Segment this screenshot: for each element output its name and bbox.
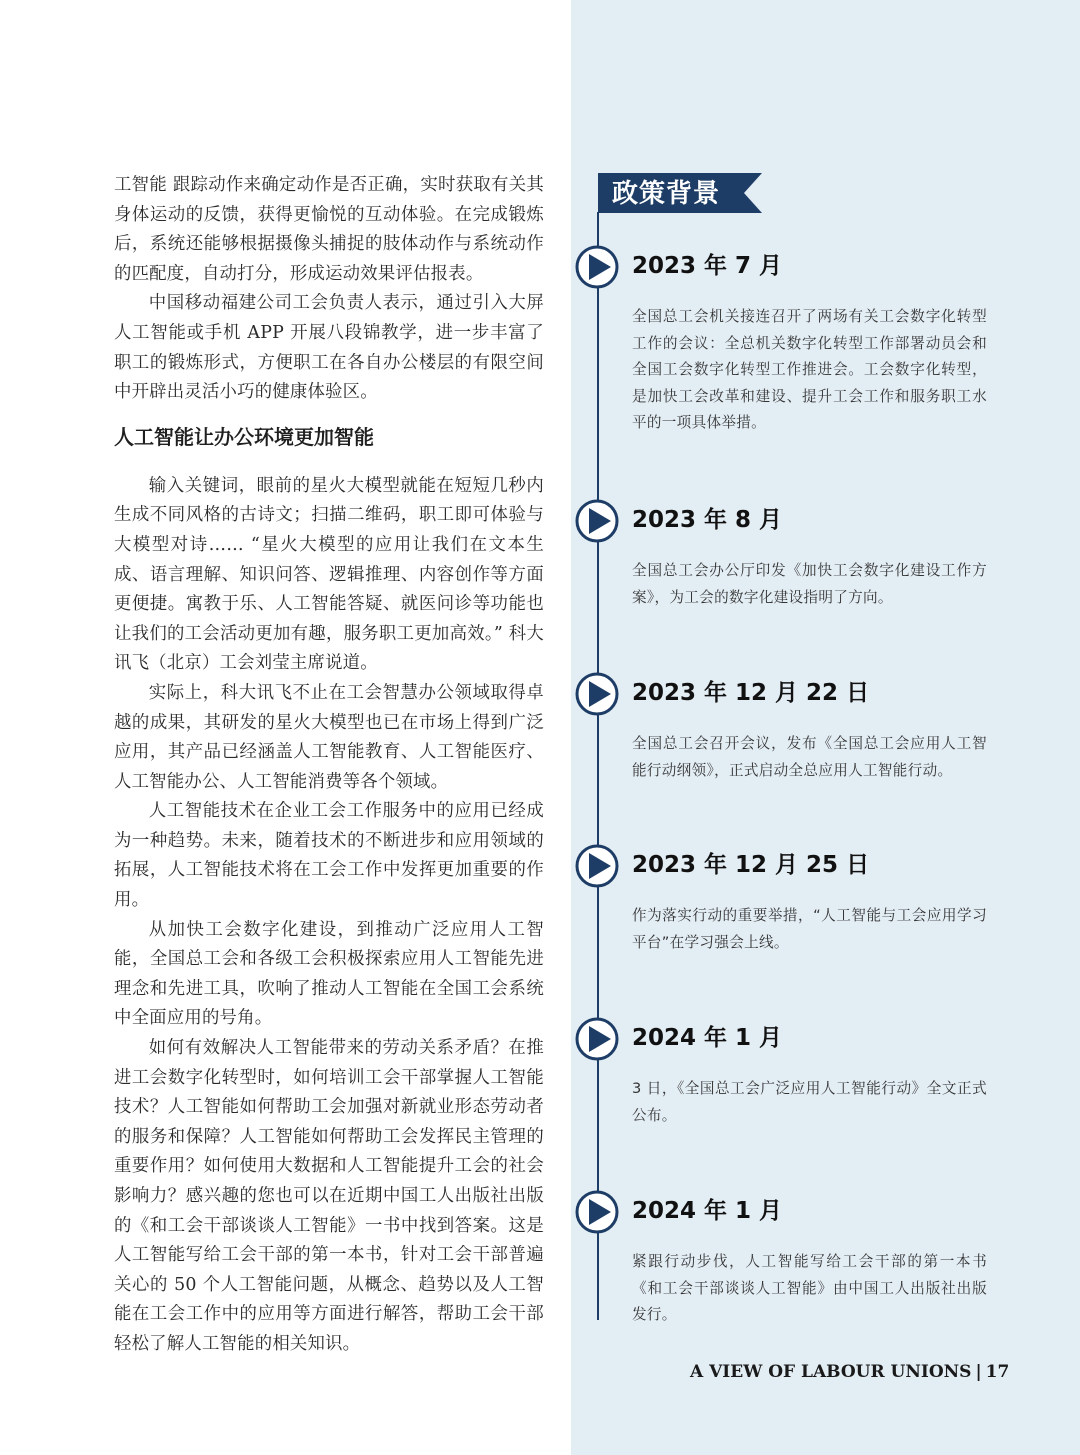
event-date: 2023 年 12 月 22 日 bbox=[632, 680, 870, 706]
page-number: 17 bbox=[985, 1362, 1010, 1382]
section-heading: 人工智能让办公环境更加智能 bbox=[114, 424, 374, 449]
policy-background-banner bbox=[598, 173, 762, 213]
article-paragraph: 输入关键词，眼前的星火大模型就能在短短几秒内生成不同风格的古诗文；扫描二维码，职工即可体验与大模型对诗…… “星火大模型的应用让我们在文本生成、语言理解、知识问答、逻辑推理、内容创作等方面更便捷。寓教于乐、人工智能答疑、就医问诊等功能也让我们的工会活动更加有趣，服务职工更加高效。” 科大讯飞（北京）工会刘莹主席说道。 bbox=[114, 475, 544, 674]
article-paragraph: 从加快工会数字化建设，到推动广泛应用人工智能，全国总工会和各级工会积极探索应用人工智能先进理念和先进工具，吹响了推动人工智能在全国工会系统中全面应用的号角。 bbox=[114, 919, 544, 1029]
play-arrow-icon bbox=[574, 671, 620, 717]
event-date: 2023 年 8 月 bbox=[632, 507, 783, 533]
timeline-line bbox=[597, 212, 599, 1320]
play-arrow-icon bbox=[574, 498, 620, 544]
publication-name: A VIEW OF LABOUR UNIONS bbox=[690, 1362, 972, 1382]
event-description: 紧跟行动步伐，人工智能写给工会干部的第一本书《和工会干部谈谈人工智能》由中国工人出版社出版发行。 bbox=[632, 1253, 987, 1324]
event-description: 全国总工会召开会议，发布《全国总工会应用人工智能行动纲领》，正式启动全总应用人工智能行动。 bbox=[632, 735, 987, 779]
event-date: 2023 年 7 月 bbox=[632, 253, 783, 279]
sidebar-background bbox=[571, 0, 1080, 1455]
event-date: 2024 年 1 月 bbox=[632, 1198, 783, 1224]
event-description: 作为落实行动的重要举措，“人工智能与工会应用学习平台”在学习强会上线。 bbox=[632, 907, 987, 951]
play-arrow-icon bbox=[574, 1189, 620, 1235]
article-paragraph: 人工智能技术在企业工会工作服务中的应用已经成为一种趋势。未来，随着技术的不断进步和应用领域的拓展，人工智能技术将在工会工作中发挥更加重要的作用。 bbox=[114, 801, 544, 911]
sidebar-title: 政策背景 bbox=[612, 179, 721, 209]
page-footer bbox=[690, 1360, 1009, 1384]
play-arrow-icon bbox=[574, 1016, 620, 1062]
event-date: 2023 年 12 月 25 日 bbox=[632, 852, 870, 878]
article-paragraph: 中国移动福建公司工会负责人表示，通过引入大屏人工智能或手机 APP 开展八段锦教学，进一步丰富了职工的锻炼形式，方便职工在各自办公楼层的有限空间中开辟出灵活小巧的健康体验区。 bbox=[114, 293, 544, 403]
event-description: 3 日，《全国总工会广泛应用人工智能行动》全文正式公布。 bbox=[632, 1080, 987, 1124]
article-paragraph: 工智能 跟踪动作来确定动作是否正确，实时获取有关其身体运动的反馈，获得更愉悦的互动体验。在完成锻炼后，系统还能够根据摄像头捕捉的肢体动作与系统动作的匹配度，自动打分，形成运动效果评估报表。 bbox=[114, 175, 544, 284]
article-paragraph: 如何有效解决人工智能带来的劳动关系矛盾？在推进工会数字化转型时，如何培训工会干部掌握人工智能技术？人工智能如何帮助工会加强对新就业形态劳动者的服务和保障？人工智能如何帮助工会发挥民主管理的重要作用？如何使用大数据和人工智能提升工会的社会影响力？感兴趣的您也可以在近期中国工人出版社出版的《和工会干部谈谈人工智能》一书中找到答案。这是人工智能写给工会干部的第一本书，针对工会干部普遍关心的 50 个人工智能问题，从概念、趋势以及人工智能在工会工作中的应用等方面进行解答，帮助工会干部轻松了解人工智能的相关知识。 bbox=[114, 1038, 544, 1354]
event-date: 2024 年 1 月 bbox=[632, 1025, 783, 1051]
event-description: 全国总工会机关接连召开了两场有关工会数字化转型工作的会议：全总机关数字化转型工作部署动员会和全国工会数字化转型工作推进会。工会数字化转型，是加快工会改革和建设、提升工会工作和服务职工水平的一项具体举措。 bbox=[632, 308, 987, 432]
footer-separator: | bbox=[975, 1362, 982, 1382]
event-description: 全国总工会办公厅印发《加快工会数字化建设工作方案》，为工会的数字化建设指明了方向。 bbox=[632, 562, 987, 606]
play-arrow-icon bbox=[574, 843, 620, 889]
play-arrow-icon bbox=[574, 244, 620, 290]
article-column bbox=[114, 171, 544, 1360]
article-paragraph: 实际上，科大讯飞不止在工会智慧办公领域取得卓越的成果，其研发的星火大模型也已在市场上得到广泛应用，其产品已经涵盖人工智能教育、人工智能医疗、人工智能办公、人工智能消费等各个领域。 bbox=[114, 682, 544, 792]
